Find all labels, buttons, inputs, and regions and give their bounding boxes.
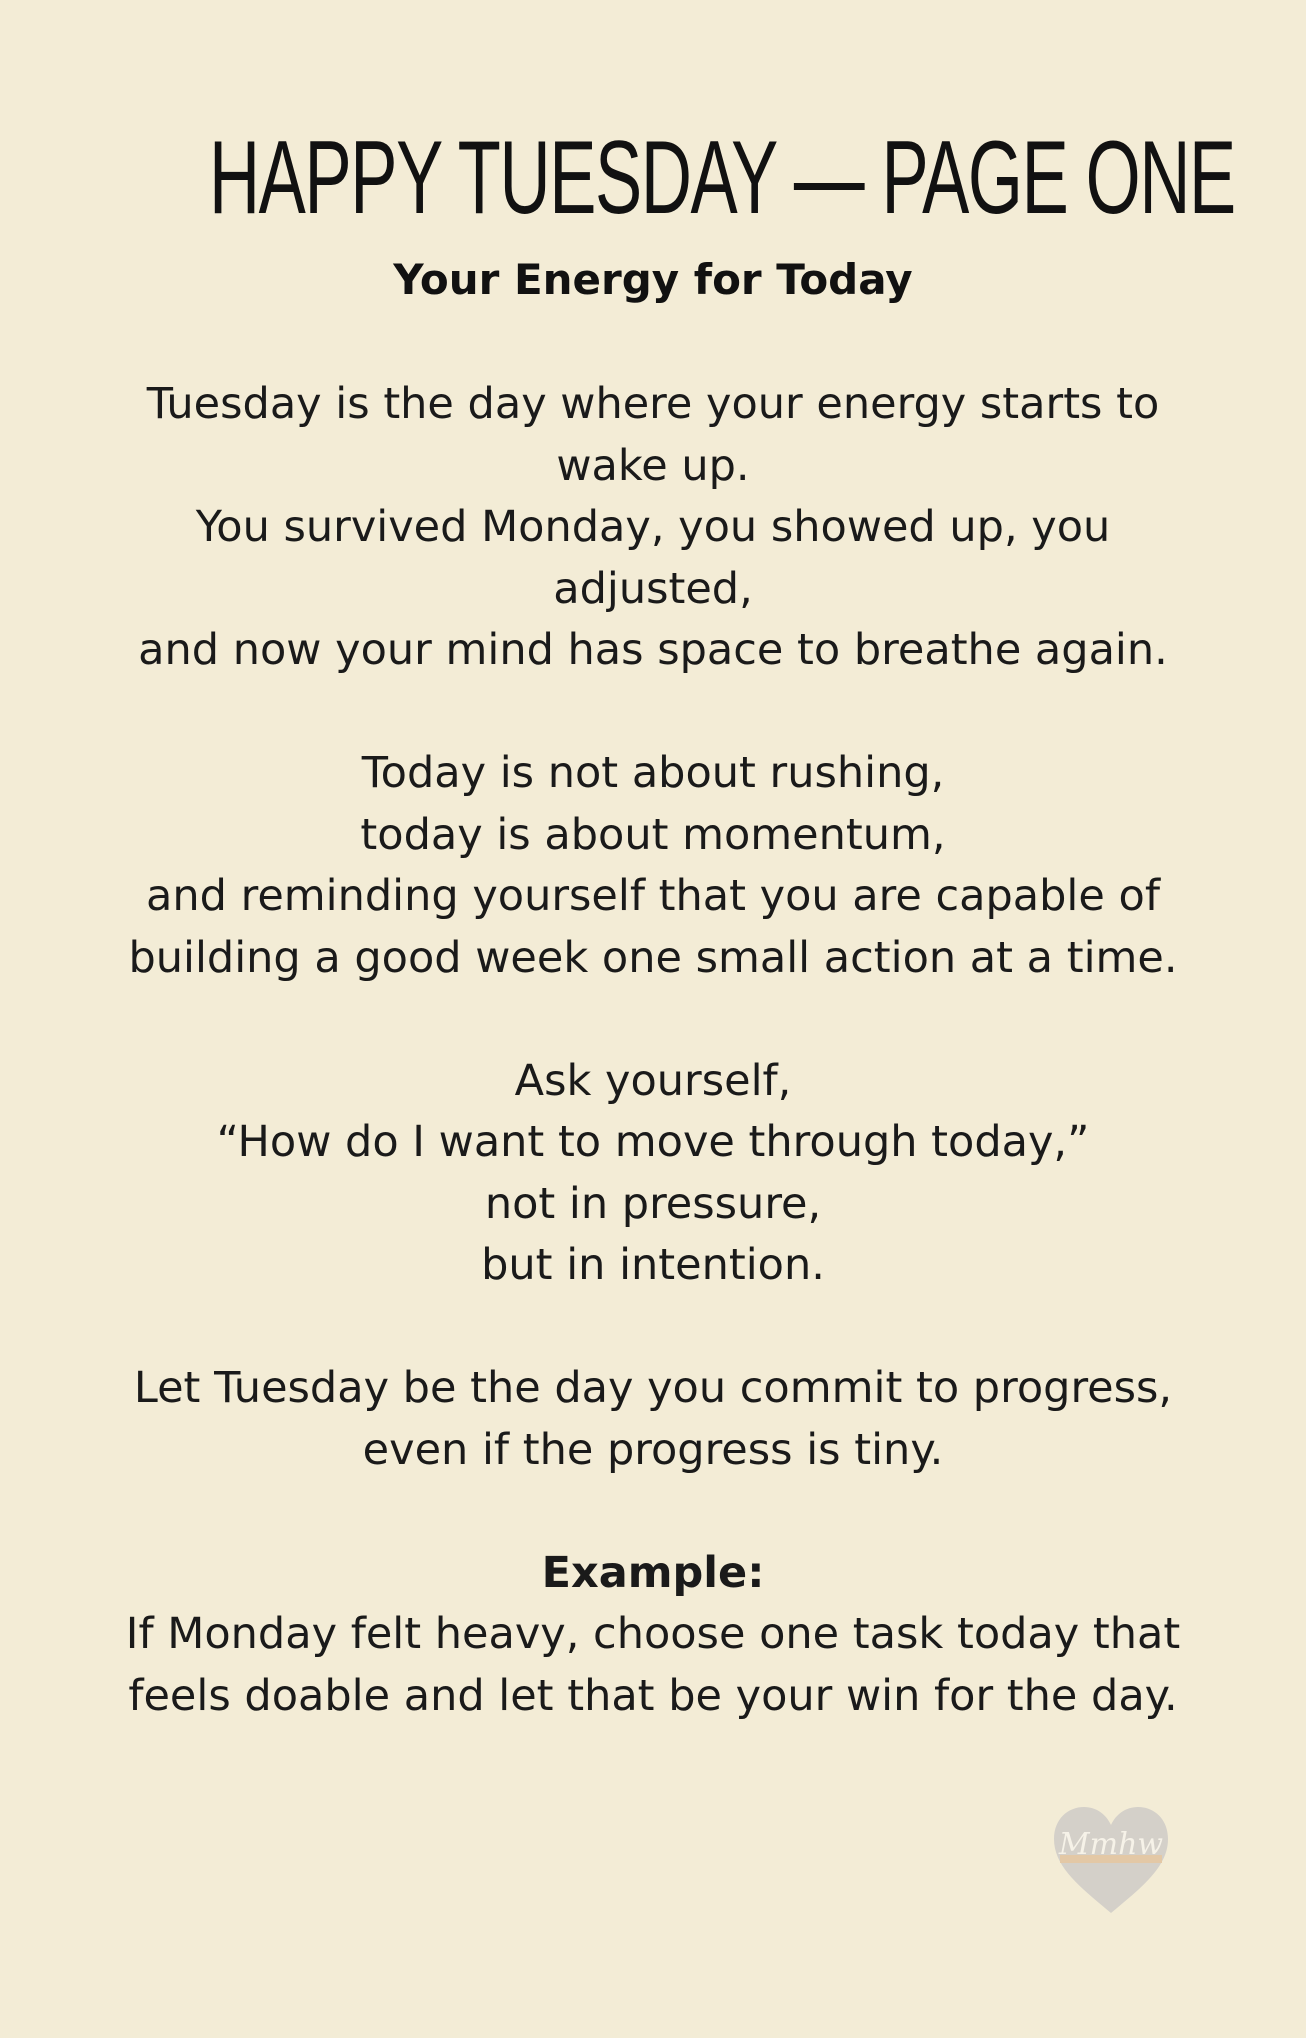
text-line: Let Tuesday be the day you commit to progress,	[133, 1363, 1173, 1413]
paragraph-gap	[100, 1297, 1206, 1359]
text-line: wake up.	[556, 440, 750, 491]
text-line: Tuesday is the day where your energy starts to	[146, 379, 1160, 429]
text-line: not in pressure,	[484, 1178, 822, 1229]
logo-text: Mmhw	[1058, 1827, 1164, 1862]
text-line: even if the progress is tiny.	[362, 1424, 944, 1475]
text-line: “How do I want to move through today,”	[216, 1117, 1090, 1167]
brand-logo	[1050, 1805, 1172, 1917]
example-line: If Monday felt heavy, choose one task today that	[125, 1609, 1181, 1659]
text-line: but in intention.	[481, 1240, 825, 1290]
paragraph-gap	[100, 989, 1206, 1051]
example-heading: Example:	[541, 1547, 765, 1598]
paragraph-gap	[100, 682, 1206, 744]
text-line: Ask yourself,	[514, 1055, 792, 1106]
example-line: feels doable and let that be your win for the day.	[128, 1670, 1178, 1721]
page-title: HAPPY TUESDAY — PAGE ONE	[208, 120, 1235, 236]
page-subtitle: Your Energy for Today	[393, 255, 913, 304]
paragraph-gap	[100, 1481, 1206, 1543]
text-line: building a good week one small action at a time.	[128, 932, 1178, 983]
text-line: and reminding yourself that you are capable of	[146, 871, 1160, 921]
text-line: and now your mind has space to breathe again.	[138, 625, 1168, 675]
text-line: You survived Monday, you showed up, you	[195, 502, 1111, 552]
text-line: Today is not about rushing,	[361, 748, 945, 798]
text-line: adjusted,	[553, 563, 753, 614]
text-line: today is about momentum,	[360, 809, 946, 860]
body-text	[100, 374, 1206, 1727]
